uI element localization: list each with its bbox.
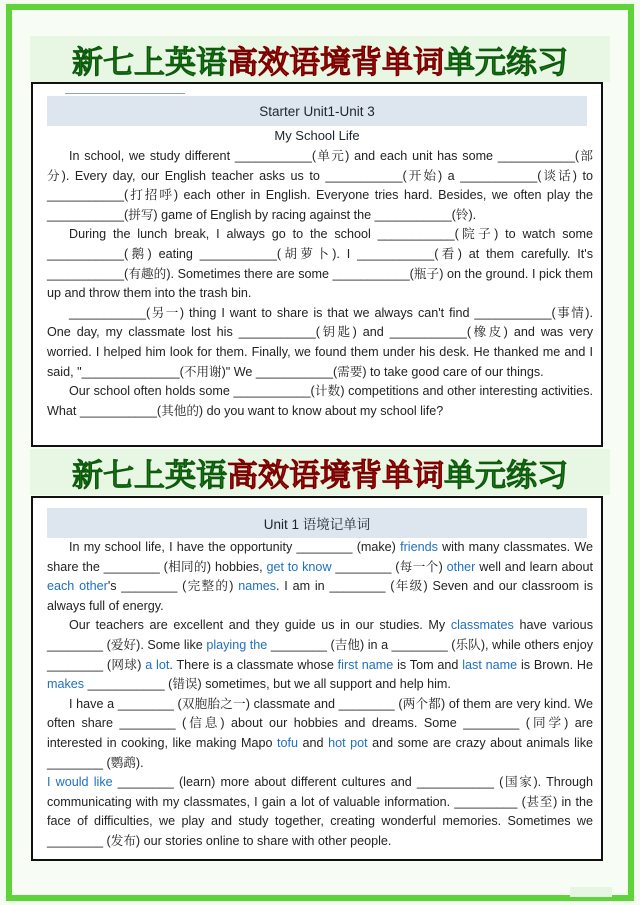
- footer-decoration: [570, 887, 612, 897]
- section-header: Starter Unit1-Unit 3: [47, 96, 587, 126]
- title-banner-bottom: [30, 449, 610, 495]
- text: . I am in ________ (年级) Seven and our classroom is always full of energy.: [47, 579, 594, 613]
- paragraph: During the lunch break, I always go to the school ___________(院子) to watch some ___________(鹅) eating ___________(胡萝卜). I ___________(看) at them carefully. It's ___________(有趣的). Sometimes there are some ___________(瓶子) on the ground. I pick them up and throw them into the trash bin.: [47, 227, 593, 301]
- text: . There is a classmate whose: [169, 657, 338, 672]
- key-phrase: first name: [337, 657, 394, 672]
- text: I have a ________ (双胞胎之一) classmate and ________ (两个都) of them are very kind. We often share ________ (信息) about our hobbies and dreams. Some ________ (同学) are interested in cooking, like making Mapo: [47, 696, 593, 750]
- banner-part-2: 高效语境背单词: [227, 457, 444, 494]
- paragraph: [47, 773, 593, 851]
- text: ________ (吉他) in a ________ (乐队), while others enjoy ________ (网球): [47, 637, 593, 672]
- banner-part-2: 高效语境背单词: [227, 44, 444, 81]
- worksheet-card-2: [31, 496, 603, 861]
- key-phrase: each other: [47, 579, 108, 594]
- key-phrase: names: [238, 579, 277, 594]
- banner-part-1: 新七上英语: [72, 457, 227, 494]
- banner-part-3: 单元练习: [444, 44, 568, 81]
- text: is Brown. He: [517, 657, 594, 672]
- text: is Tom and: [393, 657, 463, 672]
- text: ___________ (错误) sometimes, but we all support and help him.: [84, 677, 451, 692]
- paragraph: ___________(另一) thing I want to share is that we always can't find ___________(事情). One day, my classmate lost his ___________(钥匙) and ___________(橡皮) and was very worried. I helped him look for them. Finally, we found them under his desk. He thanked me and I said, "______________(不用谢)" We ___________(需要) to take good care of our things.: [47, 305, 593, 379]
- passage: [47, 538, 593, 852]
- key-phrase: classmates: [450, 618, 514, 633]
- key-phrase: friends: [400, 540, 438, 554]
- text: ________ (每一个): [331, 559, 447, 574]
- title-banner-top: [30, 36, 610, 82]
- text: Our teachers are excellent and they guide us in our studies. My: [69, 618, 451, 633]
- key-phrase: I would like: [47, 775, 113, 790]
- key-phrase: other: [446, 559, 476, 574]
- paragraph: [47, 538, 593, 616]
- paragraph: [47, 616, 593, 694]
- key-phrase: a lot: [145, 657, 170, 672]
- paragraph: [47, 695, 593, 773]
- key-phrase: hot pot: [328, 735, 368, 750]
- text: 's ________ (完整的): [107, 579, 239, 594]
- paragraph: Our school often holds some ___________(计数) competitions and other interesting activities. What ___________(其他的) do you want to know about my school life?: [47, 384, 593, 418]
- banner-part-3: 单元练习: [444, 457, 568, 494]
- worksheet-card-1: [31, 82, 603, 447]
- text: have various ________ (爱好). Some like: [47, 618, 593, 652]
- text: and some are crazy about animals like ________ (鹦鹉).: [47, 735, 593, 770]
- banner-part-1: 新七上英语: [72, 44, 227, 81]
- text: ________ (learn) more about different cultures and ___________ (国家). Through communicating with my classmates, I gain a lot of valuable information. _________ (甚至) in the face of difficulties, we play and study together, creating wonderful memories. Sometimes we ________ (发布) our stories online to share with other people.: [47, 775, 593, 848]
- key-phrase: playing the: [206, 637, 268, 652]
- key-phrase: tofu: [277, 735, 299, 750]
- divider: [65, 93, 185, 94]
- key-phrase: makes: [47, 677, 85, 692]
- section-subtitle: My School Life: [274, 128, 360, 143]
- section-header: Unit 1 语境记单词: [47, 508, 587, 538]
- key-phrase: last name: [462, 657, 518, 672]
- text: with many classmates. We share the ________ (相同的) hobbies,: [47, 540, 594, 574]
- paragraph: In school, we study different ___________(单元) and each unit has some ___________(部分). Every day, our English teacher asks us to ___________(开始) a ___________(谈话) to ___________(打招呼) each other in English. Everyone tries hard. Besides, we often play the ___________(拼写) game of English by racing against the ___________(铃).: [47, 149, 593, 222]
- text: In my school life, I have the opportunity ________ (make): [69, 540, 401, 554]
- text: well and learn about: [475, 559, 593, 574]
- passage: [47, 147, 593, 421]
- text: and: [298, 735, 329, 750]
- key-phrase: get to know: [266, 559, 332, 574]
